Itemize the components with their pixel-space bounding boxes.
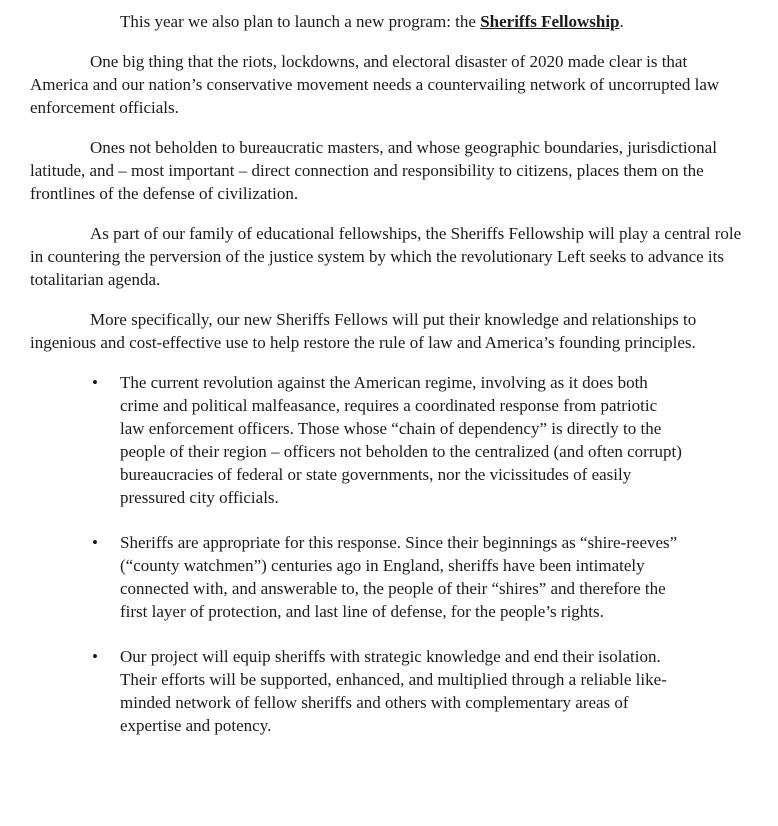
bullet-item-our-project bbox=[90, 645, 682, 737]
program-name: Sheriffs Fellowship bbox=[480, 12, 620, 31]
bullet-item-current-revolution bbox=[90, 371, 682, 509]
bullet-text: Sheriffs are appropriate for this response. Since their beginnings as “shire-reeves” (“county watchmen”) centuries ago in England, sheriffs have been intimately connected with, and answerable to, the people of their “shires” and therefore the first layer of protection, and last line of defense, for the people’s rights. bbox=[120, 533, 678, 621]
bullet-text: The current revolution against the American regime, involving as it does both crime and political malfeasance, requires a coordinated response from patriotic law enforcement officers. Those whose “chain of dependency” is directly to the people of their region – officers not beholden to the centralized (and often corrupt) bureaucracies of federal or state governments, nor the vicissitudes of easily pressured city officials. bbox=[120, 373, 682, 507]
paragraph-not-beholden: Ones not beholden to bureaucratic masters, and whose geographic boundaries, jurisdictional latitude, and – most important – direct connection and responsibility to citizens, places them on the frontlines of the defense of civilization. bbox=[30, 138, 717, 203]
intro-text-suffix: . bbox=[619, 12, 624, 31]
bullet-list bbox=[90, 371, 682, 737]
bullet-text: Our project will equip sheriffs with strategic knowledge and end their isolation. Their efforts will be supported, enhanced, and multiplied through a reliable like-minded network of fellow sheriffs and others with complementary areas of expertise and potency. bbox=[120, 647, 667, 735]
bullet-item-sheriffs-appropriate bbox=[90, 531, 682, 623]
paragraph-educational-fellowships: As part of our family of educational fellowships, the Sheriffs Fellowship will play a central role in countering the perversion of the justice system by which the revolutionary Left seeks to advance its totalitarian agenda. bbox=[30, 224, 742, 289]
intro-text-prefix: This year we also plan to launch a new program: the bbox=[120, 12, 481, 31]
intro-paragraph bbox=[30, 10, 748, 33]
paragraph-riots-lockdowns: One big thing that the riots, lockdowns, and electoral disaster of 2020 made clear is that America and our nation’s conservative movement needs a countervailing network of uncorrupted law enforcement officials. bbox=[30, 52, 720, 117]
paragraph-more-specifically: More specifically, our new Sheriffs Fellows will put their knowledge and relationships to ingenious and cost-effective use to help restore the rule of law and America’s founding principles. bbox=[30, 310, 697, 352]
